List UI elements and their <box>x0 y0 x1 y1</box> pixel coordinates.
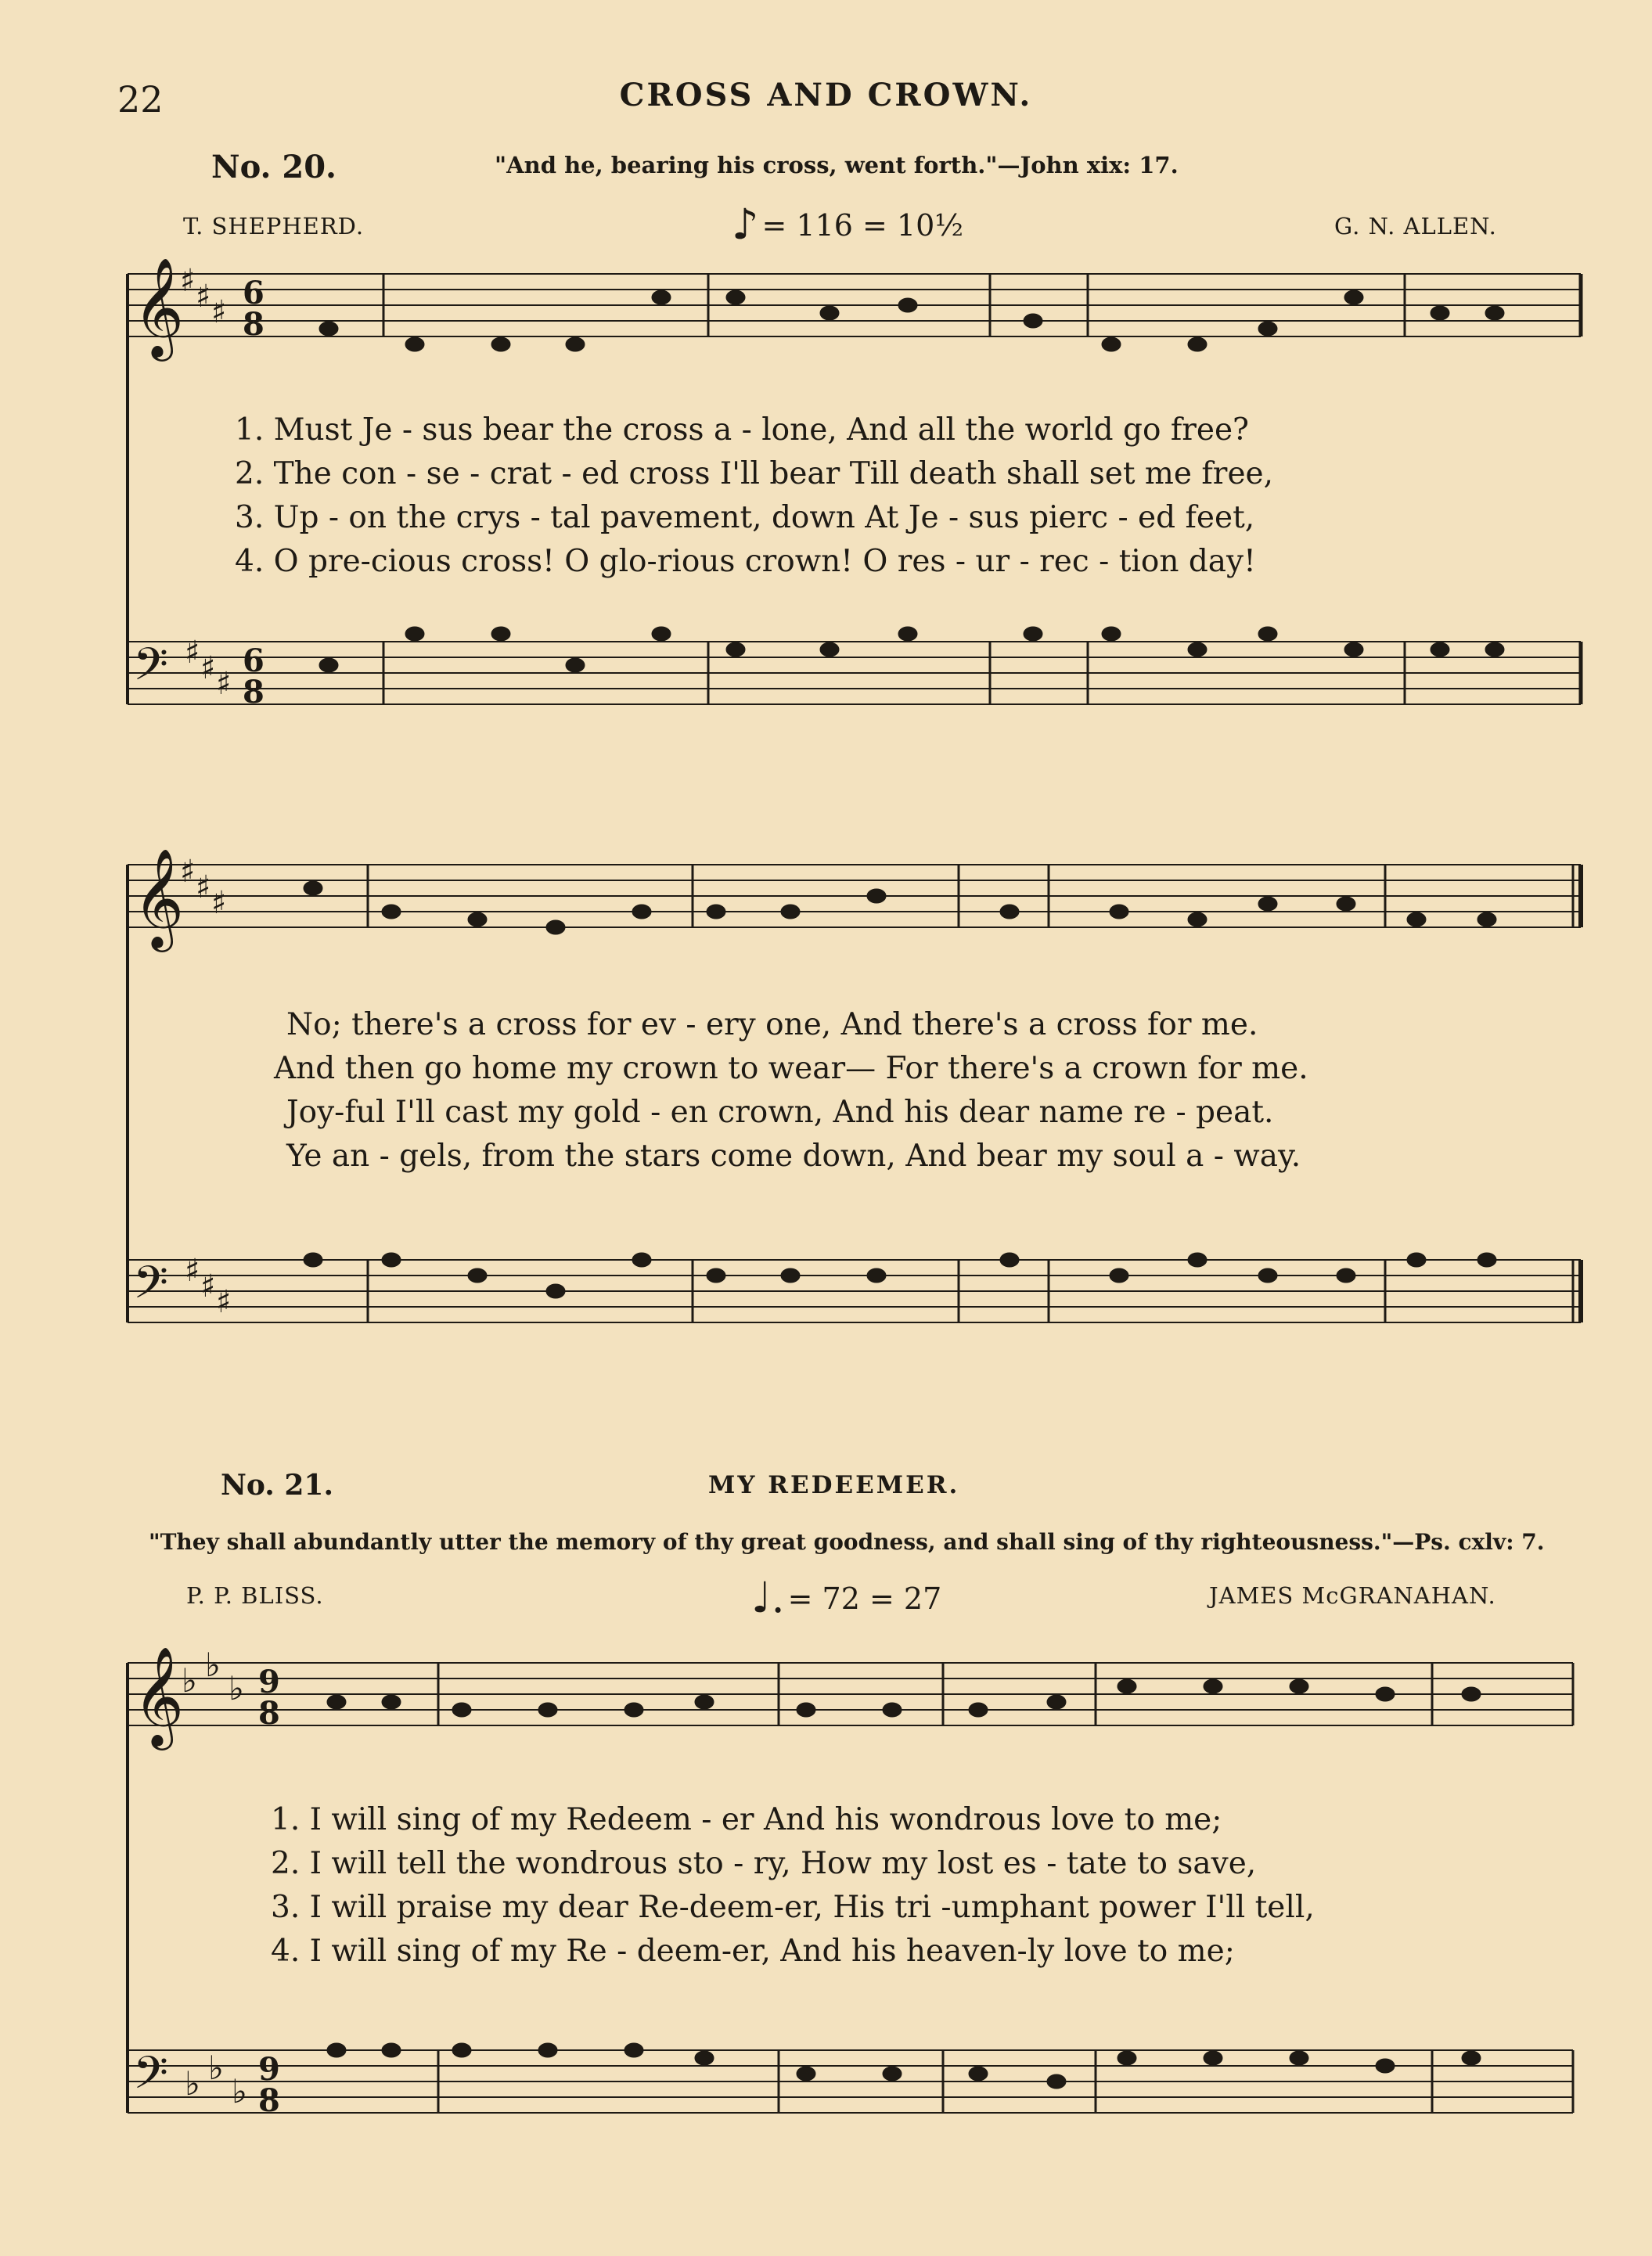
dotted-quarter-note-icon: ♩. <box>751 1573 785 1622</box>
treble-clef-icon: 𝄞 <box>133 257 185 357</box>
svg-text:𝄞: 𝄞 <box>133 847 185 948</box>
hymn-21-verse-4: 4. I will sing of my Re - deem-er, And his heaven-ly love to me; <box>271 1934 1235 1969</box>
svg-text:8: 8 <box>243 674 265 711</box>
hymn-21-title: MY REDEEMER. <box>708 1471 960 1499</box>
svg-text:♯: ♯ <box>200 650 216 686</box>
hymn-21-epigraph: "They shall abundantly utter the memory of thy great goodness, and shall sing of thy righteousness."—Ps. cxlv: 7. <box>149 1529 1545 1555</box>
svg-text:♭: ♭ <box>232 2072 247 2110</box>
running-title: CROSS AND CROWN. <box>619 77 1033 113</box>
hymn-20-number: No. 20. <box>211 149 337 185</box>
hymn-21-words-by: P. P. BLISS. <box>186 1582 324 1609</box>
svg-text:♭: ♭ <box>205 1646 221 1684</box>
staff-bass-3 <box>128 2050 1573 2113</box>
hymn-20-refrain-2: And then go home my crown to wear— For there's a crown for me. <box>274 1051 1308 1086</box>
svg-text:9: 9 <box>258 2051 280 2088</box>
notes-treble-2 <box>304 882 1495 934</box>
hymn-21-tempo-text: = 72 = 27 <box>787 1581 942 1616</box>
svg-text:𝄢: 𝄢 <box>133 1256 169 1320</box>
svg-text:𝄢: 𝄢 <box>133 2046 169 2110</box>
staff-treble-1 <box>128 274 1581 336</box>
svg-text:♭: ♭ <box>185 2064 200 2103</box>
hymn-20-words-by: T. SHEPHERD. <box>183 213 365 239</box>
staff-treble-3 <box>128 1663 1573 1725</box>
hymn-20-verse-1: 1. Must Je - sus bear the cross a - lone, And all the world go free? <box>235 412 1249 448</box>
flat-icon: ♭ <box>182 1661 197 1700</box>
hymn-20-epigraph: "And he, bearing his cross, went forth."—John xix: 17. <box>495 152 1179 178</box>
eighth-note-icon: ♪ <box>732 200 759 249</box>
hymn-20-music-by: G. N. ALLEN. <box>1334 213 1497 239</box>
svg-text:♯: ♯ <box>196 869 211 905</box>
hymn-21-tempo <box>751 1573 941 1622</box>
svg-text:♯: ♯ <box>185 635 200 671</box>
svg-text:8: 8 <box>258 2082 280 2119</box>
svg-text:8: 8 <box>243 306 265 343</box>
hymn-21-verse-1: 1. I will sing of my Redeem - er And his wondrous love to me; <box>271 1802 1222 1837</box>
hymn-21-number: No. 21. <box>221 1469 333 1502</box>
notes-treble-3 <box>328 1680 1480 1716</box>
hymn-20-tempo-text: = 116 = 10½ <box>761 208 964 243</box>
sharp-icon: ♯ <box>180 263 196 299</box>
notes-bass-1 <box>320 628 1503 671</box>
svg-text:♯: ♯ <box>185 1253 200 1289</box>
hymn-20-refrain-4: Ye an - gels, from the stars come down, And bear my soul a - way. <box>286 1139 1301 1174</box>
bass-clef-icon: 𝄢 <box>133 638 169 702</box>
svg-text:8: 8 <box>258 1695 280 1732</box>
hymn-21-verse-3: 3. I will praise my dear Re-deem-er, His tri -umphant power I'll tell, <box>271 1890 1315 1925</box>
svg-text:♯: ♯ <box>216 1284 232 1320</box>
svg-text:6: 6 <box>243 642 265 679</box>
hymn-20-verse-3: 3. Up - on the crys - tal pavement, down At Je - sus pierc - ed feet, <box>235 500 1255 535</box>
svg-text:9: 9 <box>258 1664 280 1700</box>
svg-text:♯: ♯ <box>180 854 196 890</box>
hymn-20-verse-2: 2. The con - se - crat - ed cross I'll bear Till death shall set me free, <box>235 456 1274 491</box>
hymn-20-verse-4: 4. O pre-cious cross! O glo-rious crown! O res - ur - rec - tion day! <box>235 544 1256 579</box>
svg-text:6: 6 <box>243 275 265 311</box>
svg-text:♯: ♯ <box>211 294 227 330</box>
hymn-20-refrain-1: No; there's a cross for ev - ery one, And there's a cross for me. <box>286 1007 1258 1042</box>
svg-text:♭: ♭ <box>229 1669 244 1707</box>
svg-text:♯: ♯ <box>216 666 232 702</box>
staff-bass-2 <box>128 1260 1581 1322</box>
hymn-21-music-by: JAMES McGRANAHAN. <box>1209 1582 1496 1609</box>
hymn-21-verse-2: 2. I will tell the wondrous sto - ry, How my lost es - tate to save, <box>271 1846 1257 1881</box>
staff-treble-2 <box>128 865 1581 927</box>
page-number: 22 <box>117 78 164 121</box>
svg-text:♯: ♯ <box>200 1268 216 1304</box>
svg-text:♯: ♯ <box>211 885 227 921</box>
hymn-20-refrain-3: Joy-ful I'll cast my gold - en crown, And his dear name re - peat. <box>286 1095 1274 1130</box>
svg-text:𝄞: 𝄞 <box>133 1646 185 1746</box>
svg-text:♯: ♯ <box>196 279 211 315</box>
svg-text:♭: ♭ <box>208 2049 224 2087</box>
